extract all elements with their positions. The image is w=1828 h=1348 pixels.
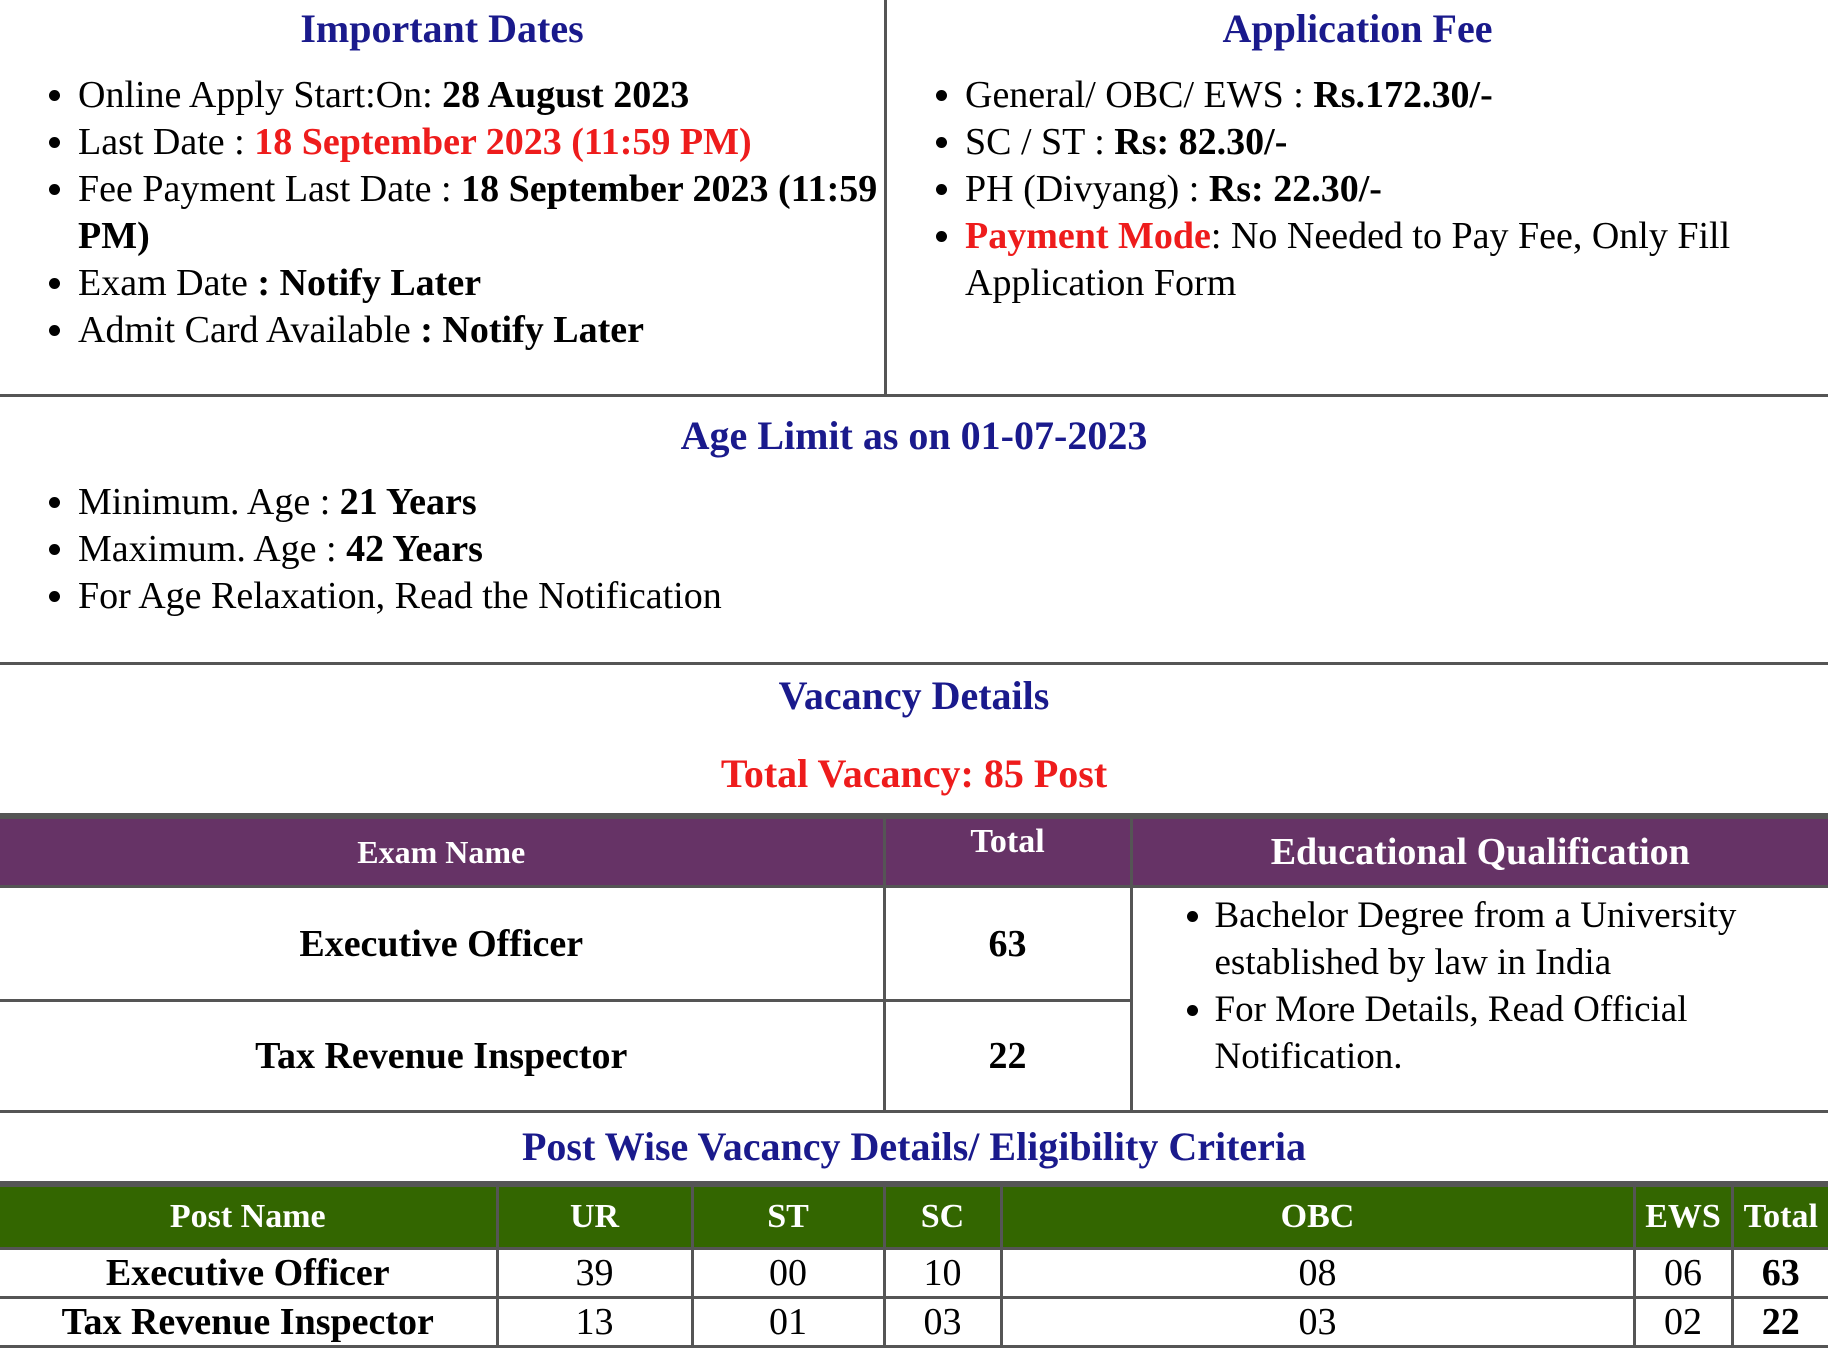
total-cell: 22 [1732, 1298, 1828, 1347]
qualification-list [1133, 892, 1828, 1080]
obc-cell: 08 [1001, 1249, 1634, 1298]
total-vacancy: Total Vacancy: 85 Post [0, 749, 1828, 799]
st-cell: 01 [692, 1298, 884, 1347]
ews-header: EWS [1634, 1186, 1732, 1249]
date-value: : Notify Later [420, 309, 644, 351]
age-label: For Age Relaxation, Read the Notification [78, 575, 722, 617]
total-cell: 63 [1732, 1249, 1828, 1298]
ur-cell: 39 [497, 1249, 692, 1298]
age-label: Maximum. Age : [78, 528, 346, 570]
date-label: Fee Payment Last Date : [78, 168, 461, 210]
date-label: Admit Card Available [78, 309, 420, 351]
total-header: Total [884, 818, 1131, 887]
qualification-cell [1131, 887, 1828, 1112]
date-label: Last Date : [78, 121, 254, 163]
application-fee-list [887, 72, 1828, 307]
fee-label: General/ OBC/ EWS : [965, 74, 1313, 116]
post-name-cell: Executive Officer [0, 1249, 497, 1298]
age-value: 42 Years [346, 528, 483, 570]
st-cell: 00 [692, 1249, 884, 1298]
dates-fee-table [0, 0, 1828, 397]
exam-total-cell: 22 [884, 1001, 1131, 1112]
payment-mode-text: : No Needed to Pay Fee, Only Fill Application Form [965, 215, 1730, 304]
list-item [78, 119, 884, 166]
date-label: Online Apply Start:On: [78, 74, 442, 116]
list-item: • Bachelor Degree from a University established by law in India [1215, 892, 1828, 986]
st-header: ST [692, 1186, 884, 1249]
exam-name-cell: Executive Officer [0, 887, 884, 1001]
ews-cell: 02 [1634, 1298, 1732, 1347]
qualification-header: Educational Qualification [1131, 818, 1828, 887]
sc-header: SC [884, 1186, 1001, 1249]
list-item [78, 573, 1828, 620]
list-item [78, 526, 1828, 573]
list-item [78, 166, 884, 260]
sc-cell: 10 [884, 1249, 1001, 1298]
post-wise-title: Post Wise Vacancy Details/ Eligibility Criteria [0, 1113, 1828, 1183]
post-name-cell: Tax Revenue Inspector [0, 1298, 497, 1347]
list-item [965, 166, 1828, 213]
application-fee-cell [886, 0, 1828, 396]
age-limit-list [0, 479, 1828, 620]
total-header: Total [1732, 1186, 1828, 1249]
obc-cell: 03 [1001, 1298, 1634, 1347]
list-item [965, 72, 1828, 119]
age-limit-title: Age Limit as on 01-07-2023 [0, 411, 1828, 461]
fee-value: Rs: 82.30/- [1114, 121, 1287, 163]
application-fee-title: Application Fee [887, 4, 1828, 54]
sc-cell: 03 [884, 1298, 1001, 1347]
table-row [0, 1249, 1828, 1298]
important-dates-title: Important Dates [0, 4, 884, 54]
post-wise-table [0, 1184, 1828, 1348]
date-label: Exam Date [78, 262, 257, 304]
post-name-header: Post Name [0, 1186, 497, 1249]
important-dates-cell [0, 0, 886, 396]
ews-cell: 06 [1634, 1249, 1732, 1298]
fee-label: SC / ST : [965, 121, 1114, 163]
age-value: 21 Years [340, 481, 477, 523]
last-date-value: 18 September 2023 (11:59 PM) [254, 121, 751, 163]
fee-value: Rs: 22.30/- [1209, 168, 1382, 210]
list-item [78, 260, 884, 307]
vacancy-details-title: Vacancy Details [0, 671, 1828, 721]
ur-header: UR [497, 1186, 692, 1249]
age-limit-table [0, 397, 1828, 665]
list-item [78, 307, 884, 354]
age-limit-cell [0, 397, 1828, 664]
list-item [965, 119, 1828, 166]
list-item [965, 213, 1828, 307]
list-item [78, 72, 884, 119]
date-value: : Notify Later [257, 262, 481, 304]
fee-value: Rs.172.30/- [1313, 74, 1492, 116]
exam-name-cell: Tax Revenue Inspector [0, 1001, 884, 1112]
obc-header: OBC [1001, 1186, 1634, 1249]
fee-label: PH (Divyang) : [965, 168, 1209, 210]
vacancy-heading-cell [0, 665, 1828, 815]
vacancy-heading-table [0, 665, 1828, 816]
age-label: Minimum. Age : [78, 481, 340, 523]
ur-cell: 13 [497, 1298, 692, 1347]
payment-mode-label: Payment Mode [965, 215, 1211, 257]
vacancy-table [0, 816, 1828, 1113]
date-value: 18 September 2023 (11:59 PM) [78, 168, 877, 257]
table-row [0, 887, 1828, 1001]
post-wise-heading-table [0, 1113, 1828, 1184]
list-item [78, 479, 1828, 526]
important-dates-list [0, 72, 884, 354]
exam-name-header: Exam Name [0, 818, 884, 887]
exam-total-cell: 63 [884, 887, 1131, 1001]
list-item: • For More Details, Read Official Notification. [1215, 986, 1828, 1080]
table-row [0, 1298, 1828, 1347]
date-value: 28 August 2023 [442, 74, 689, 116]
